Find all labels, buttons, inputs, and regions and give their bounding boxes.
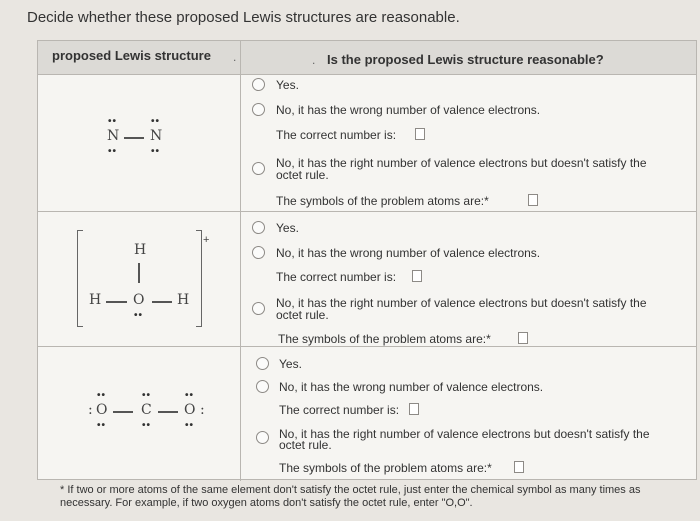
- radio-wrong-valence-3[interactable]: [256, 380, 269, 393]
- option-octet-1-line2: octet rule.: [276, 168, 329, 182]
- lone-pair-n2-top: ••: [151, 116, 161, 127]
- label-correct-number-1: The correct number is:: [276, 128, 397, 142]
- lone-pair-c-top: ••: [142, 390, 152, 401]
- radio-octet-1[interactable]: [252, 162, 265, 175]
- atom-n-right: N: [150, 128, 163, 144]
- row-divider-2: [38, 346, 696, 347]
- label-correct-number-2: The correct number is:: [276, 270, 397, 284]
- header-marker-left: .: [233, 50, 237, 64]
- lone-pair-o-bottom: ••: [134, 310, 144, 321]
- radio-yes-3[interactable]: [256, 357, 269, 370]
- input-problem-atoms-1[interactable]: [528, 194, 538, 206]
- colon-left: :: [88, 402, 93, 418]
- input-problem-atoms-3[interactable]: [514, 461, 524, 473]
- input-correct-number-3[interactable]: [409, 403, 419, 415]
- option-octet-3-line2: octet rule.: [279, 438, 332, 452]
- option-yes-1: Yes.: [276, 78, 299, 92]
- radio-yes-2[interactable]: [252, 221, 265, 234]
- bond-h-o-left: [106, 301, 127, 303]
- column-divider: [240, 41, 241, 481]
- bracket-left-line: [77, 230, 78, 327]
- option-yes-2: Yes.: [276, 221, 299, 235]
- bracket-right-line: [201, 230, 202, 327]
- lone-pair-n2-bottom: ••: [151, 146, 161, 157]
- lone-pair-n1-top: ••: [108, 116, 118, 127]
- atom-h-right: H: [177, 292, 190, 308]
- colon-right: :: [200, 402, 205, 418]
- page-title: Decide whether these proposed Lewis structures are reasonable.: [27, 9, 460, 26]
- lone-pair-n1-bottom: ••: [108, 146, 118, 157]
- label-problem-atoms-2: The symbols of the problem atoms are:*: [278, 332, 491, 346]
- footnote-bullet: *: [60, 484, 65, 496]
- atom-h-left: H: [89, 292, 102, 308]
- option-wrong-valence-1: No, it has the wrong number of valence electrons.: [276, 103, 541, 117]
- input-problem-atoms-2[interactable]: [518, 332, 528, 344]
- charge-plus: +: [203, 234, 210, 246]
- column-header-structure: proposed Lewis structure: [52, 48, 211, 63]
- option-octet-2-line2: octet rule.: [276, 308, 329, 322]
- bracket-left-bottom: [77, 326, 83, 327]
- lone-pair-o2-bottom: ••: [185, 420, 195, 431]
- footnote-text: If two or more atoms of the same element don't satisfy the octet rule, just enter the chemical symbol as many times as necessary. For example, if two oxygen atoms don't satisfy the octet rule, enter "O,O".: [60, 484, 641, 509]
- radio-octet-2[interactable]: [252, 302, 265, 315]
- label-correct-number-3: The correct number is:: [279, 403, 400, 417]
- atom-n-left: N: [107, 128, 120, 144]
- lone-pair-o1-top: ••: [97, 390, 107, 401]
- input-correct-number-2[interactable]: [412, 270, 422, 282]
- header-marker-right: .: [312, 53, 316, 67]
- option-octet-2-line1: No, it has the right number of valence electrons but doesn't satisfy the: [276, 296, 647, 310]
- option-wrong-valence-2: No, it has the wrong number of valence electrons.: [276, 246, 541, 260]
- column-header-reasonable: Is the proposed Lewis structure reasonable?: [327, 52, 604, 67]
- bond-o-h-right: [152, 301, 172, 303]
- bracket-right-top: [196, 230, 202, 231]
- label-problem-atoms-3: The symbols of the problem atoms are:*: [279, 461, 492, 475]
- radio-yes-1[interactable]: [252, 78, 265, 91]
- row-divider-1: [38, 211, 696, 212]
- radio-octet-3[interactable]: [256, 431, 269, 444]
- option-wrong-valence-3: No, it has the wrong number of valence electrons.: [279, 380, 544, 394]
- footnote: [60, 484, 680, 510]
- bond-o-c-left: [113, 411, 133, 413]
- atom-c: C: [141, 402, 152, 418]
- lone-pair-o1-bottom: ••: [97, 420, 107, 431]
- option-octet-3-line1: No, it has the right number of valence electrons but doesn't satisfy the: [279, 427, 650, 441]
- bond-c-o-right: [158, 411, 178, 413]
- atom-h-top: H: [134, 242, 147, 258]
- radio-wrong-valence-1[interactable]: [252, 103, 265, 116]
- atom-o-right: O: [184, 402, 196, 418]
- bond-o-h-top: [138, 263, 140, 283]
- lone-pair-c-bottom: ••: [142, 420, 152, 431]
- radio-wrong-valence-2[interactable]: [252, 246, 265, 259]
- lone-pair-o2-top: ••: [185, 390, 195, 401]
- input-correct-number-1[interactable]: [415, 128, 425, 140]
- bond-n-n: [124, 137, 144, 139]
- bracket-right-bottom: [196, 326, 202, 327]
- label-problem-atoms-1: The symbols of the problem atoms are:*: [276, 194, 489, 208]
- atom-o-left: O: [96, 402, 108, 418]
- option-octet-1-line1: No, it has the right number of valence electrons but doesn't satisfy the: [276, 156, 647, 170]
- bracket-left-top: [77, 230, 83, 231]
- atom-o: O: [133, 292, 145, 308]
- option-yes-3: Yes.: [279, 357, 302, 371]
